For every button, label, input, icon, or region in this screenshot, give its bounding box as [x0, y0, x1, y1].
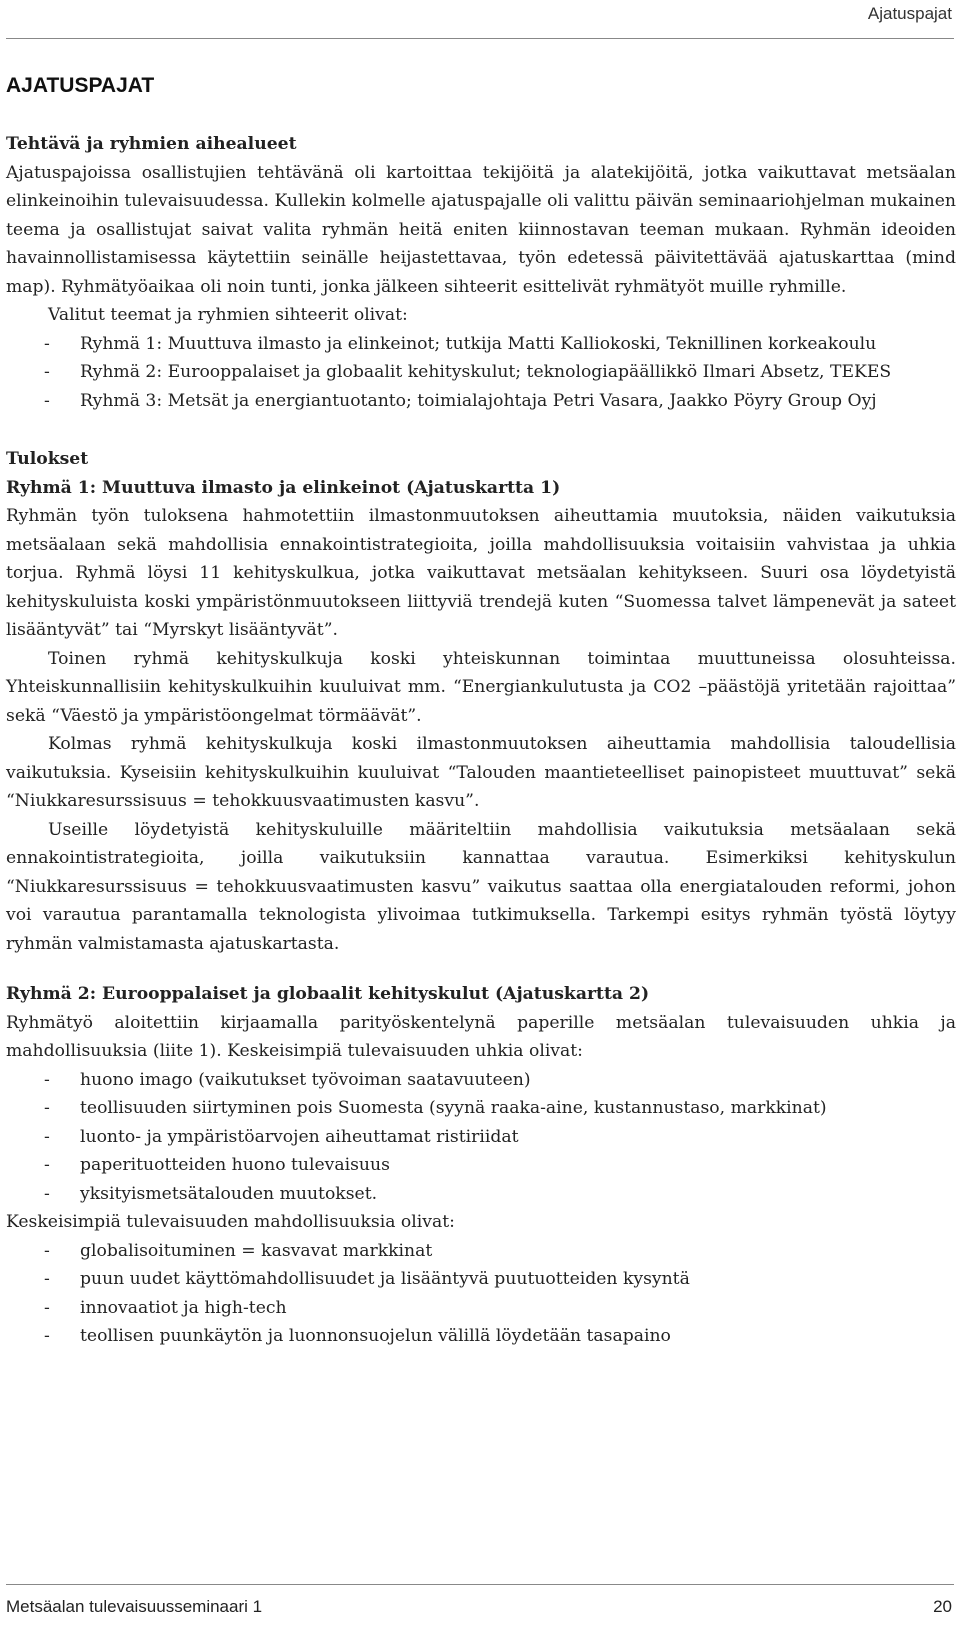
list-item: - teollisen puunkäytön ja luonnonsuojelun välillä löydetään tasapaino	[6, 1322, 956, 1351]
footer-divider	[6, 1584, 954, 1585]
paragraph: Toinen ryhmä kehityskulkuja koski yhteiskunnan toimintaa muuttuneissa olosuhteissa. Yhteiskunnallisiin kehityskulkuihin kuuluivat mm. “Energiankulutusta ja CO2 –päästöjä yritetään rajoittaa” sekä “Väestö ja ympäristöongelmat törmäävät”.	[6, 648, 956, 726]
threats-list	[6, 1066, 956, 1209]
group-list	[6, 330, 956, 416]
opportunities-list	[6, 1237, 956, 1351]
list-item: - innovaatiot ja high-tech	[6, 1294, 956, 1323]
section-heading-tasks: Tehtävä ja ryhmien aihealueet	[6, 134, 297, 154]
list-item: - Ryhmä 2: Eurooppalaiset ja globaalit kehityskulut; teknologiapäällikkö Ilmari Absetz, TEKES	[6, 358, 956, 387]
list-item: - Ryhmä 3: Metsät ja energiantuotanto; toimialajohtaja Petri Vasara, Jaakko Pöyry Group Oyj	[6, 387, 956, 416]
list-item: - teollisuuden siirtyminen pois Suomesta (syynä raaka-aine, kustannustaso, markkinat)	[6, 1094, 956, 1123]
list-item: - luonto- ja ympäristöarvojen aiheuttamat ristiriidat	[6, 1123, 956, 1152]
document-body	[6, 130, 956, 1351]
list-item: - globalisoituminen = kasvavat markkinat	[6, 1237, 956, 1266]
paragraph: Valitut teemat ja ryhmien sihteerit olivat:	[48, 305, 408, 325]
page-title: AJATUSPAJAT	[6, 74, 155, 97]
paragraph: Ryhmän työn tuloksena hahmotettiin ilmastonmuutoksen aiheuttamia muutoksia, näiden vaikutuksia metsäalaan sekä mahdollisia ennakointistrategioita, joilla mahdollisuuksia voitaisiin vahvistaa ja uhkia torjua. Ryhmä löysi 11 kehityskulkua, jotka vaikuttavat metsäalan kehitykseen. Suuri osa löydetyistä kehityskuluista koski ympäristönmuutokseen liittyviä trendejä kuten “Suomessa talvet lämpenevät ja sateet lisääntyvät” tai “Myrskyt lisääntyvät”.	[6, 506, 956, 640]
spacer	[6, 415, 956, 445]
list-item: - Ryhmä 1: Muuttuva ilmasto ja elinkeinot; tutkija Matti Kalliokoski, Teknillinen korkeakoulu	[6, 330, 956, 359]
page-number: 20	[933, 1597, 952, 1616]
subheading-group-1: Ryhmä 1: Muuttuva ilmasto ja elinkeinot (Ajatuskartta 1)	[6, 477, 561, 498]
running-header: Ajatuspajat	[867, 4, 952, 23]
section-heading-results: Tulokset	[6, 449, 89, 469]
footer-publication-title: Metsäalan tulevaisuusseminaari 1	[6, 1597, 263, 1616]
list-item: - puun uudet käyttömahdollisuudet ja lisääntyvä puutuotteiden kysyntä	[6, 1265, 956, 1294]
spacer	[6, 958, 956, 980]
paragraph: Kolmas ryhmä kehityskulkuja koski ilmastonmuutoksen aiheuttamia mahdollisia taloudellisia vaikutuksia. Kyseisiin kehityskulkuihin kuuluivat “Talouden maantieteelliset painopisteet muuttuvat” sekä “Niukkaresurssisuus = tehokkuusvaatimusten kasvu”.	[6, 734, 956, 811]
paragraph: Useille löydetyistä kehityskuluille määriteltiin mahdollisia vaikutuksia metsäalaan sekä ennakointistrategioita, joilla vaikutuksiin kannattaa varautua. Esimerkiksi kehityskulun “Niukkaresurssisuus = tehokkuusvaatimusten kasvu” vaikutus saattaa olla energiatalouden reformi, johon voi varautua parantamalla teknologista ylivoimaa tutkimuksella. Tarkempi esitys ryhmän työstä löytyy ryhmän valmistamasta ajatuskartasta.	[6, 819, 956, 954]
list-item: - huono imago (vaikutukset työvoiman saatavuuteen)	[6, 1066, 956, 1095]
subheading-group-2: Ryhmä 2: Eurooppalaiset ja globaalit kehityskulut (Ajatuskartta 2)	[6, 984, 650, 1004]
list-item: - paperituotteiden huono tulevaisuus	[6, 1151, 956, 1180]
paragraph: Keskeisimpiä tulevaisuuden mahdollisuuksia olivat:	[6, 1212, 455, 1232]
paragraph: Ajatuspajoissa osallistujien tehtävänä oli kartoittaa tekijöitä ja alatekijöitä, jotka vaikuttavat metsäalan elinkeinoihin tulevaisuudessa. Kullekin kolmelle ajatuspajalle oli valittu päivän seminaariohjelman mukainen teema ja osallistujat saivat valita ryhmän heitä eniten kiinnostavan teeman mukaan. Ryhmän ideoiden havainnollistamisessa käytettiin seinälle heijastettavaa, työn edetessä päivitettävää ajatuskarttaa (mind map). Ryhmätyöaikaa oli noin tunti, jonka jälkeen sihteerit esittelivät ryhmätyöt muille ryhmille.	[6, 162, 956, 297]
paragraph: Ryhmätyö aloitettiin kirjaamalla parityöskentelynä paperille metsäalan tulevaisuuden uhkia ja mahdollisuuksia (liite 1). Keskeisimpiä tulevaisuuden uhkia olivat:	[6, 1012, 956, 1061]
header-divider	[6, 38, 954, 39]
list-item: - yksityismetsätalouden muutokset.	[6, 1180, 956, 1209]
